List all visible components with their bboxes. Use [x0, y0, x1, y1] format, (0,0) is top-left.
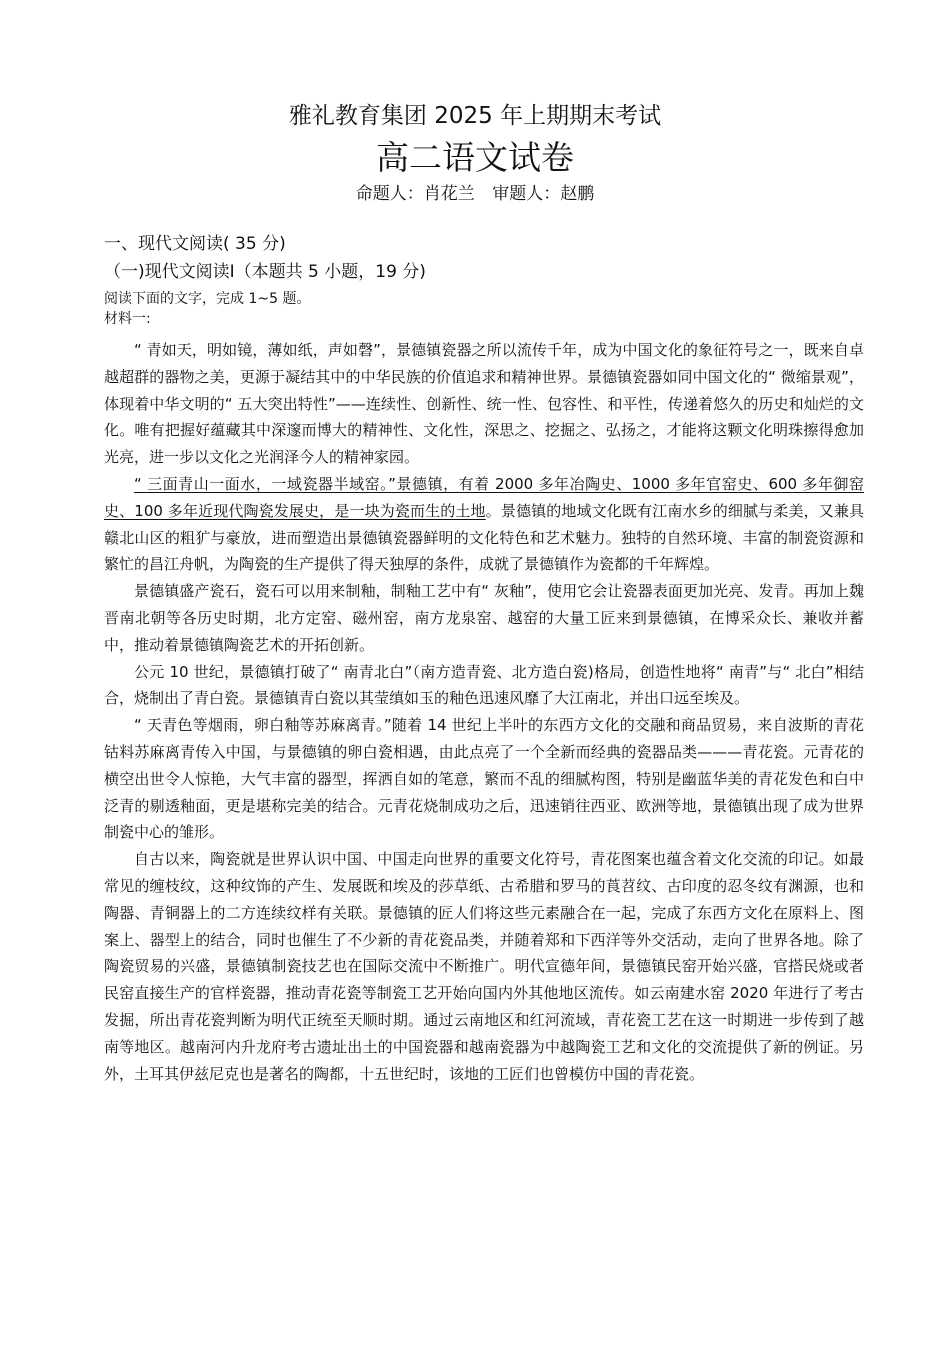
paragraph-2-rest: 。景德镇的地域文化既有江南水乡的细腻与柔美，又兼具赣北山区的粗犷与豪放，进而塑造出景德镇瓷器鲜明的文化特色和艺术魅力。独特的自然环境、丰富的制瓷资源和繁忙的昌江舟帆，为陶瓷的生产提供了得天独厚的条件，成就了景德镇作为瓷都的千年辉煌。: [104, 501, 864, 574]
question-setter: 命题人：肖花兰: [355, 184, 475, 204]
underlined-sentence: “ 三面青山一面水，一域瓷器半域窑。”景德镇，有着 2000 多年冶陶史、1000 多年官窑史、600 多年御窑史、100 多年近现代陶瓷发展史，是一块为瓷而生的土地: [104, 474, 864, 520]
material-label: 材料一:: [104, 311, 151, 327]
reading-section: [104, 231, 864, 1087]
question-reviewer: 审题人：赵鹏: [492, 184, 595, 204]
exam-authors: [0, 181, 950, 207]
exam-school-heading: 雅礼教育集团 2025 年上期期末考试: [288, 103, 662, 129]
reading-instruction: 阅读下面的文字，完成 1~5 题。: [104, 291, 311, 307]
material-paragraph-2: [104, 471, 864, 578]
material-paragraph-5: “ 天青色等烟雨，卵白釉等苏麻离青。”随着 14 世纪上半叶的东西方文化的交融和商品贸易，来自波斯的青花钴料苏麻离青传入中国，与景德镇的卵白瓷相遇，由此点亮了一个全新而经典的瓷器品类———青花瓷。元青花的横空出世令人惊艳，大气丰富的器型，挥洒自如的笔意，繁而不乱的细腻构图，特别是幽蓝华美的青花发色和白中泛青的剔透釉面，更是堪称完美的结合。元青花烧制成功之后，迅速销往西亚、欧洲等地，景德镇出现了成为世界制瓷中心的雏形。: [104, 716, 864, 842]
material-paragraph-1: “ 青如天，明如镜，薄如纸，声如磬”，景德镇瓷器之所以流传千年，成为中国文化的象征符号之一，既来自卓越超群的器物之美，更源于凝结其中的中华民族的价值追求和精神世界。景德镇瓷器如同中国文化的“ 微缩景观”，体现着中华文明的“ 五大突出特性”——连续性、创新性、统一性、包容性、和平性，传递着悠久的历史和灿烂的文化。唯有把握好蕴藏其中深邃而博大的精神性、文化性，深思之、挖掘之、弘扬之，才能将这颗文化明珠擦得愈加光亮，进一步以文化之光润泽今人的精神家园。: [104, 341, 864, 467]
exam-title: 高二语文试卷: [376, 138, 574, 177]
section-title: 一、现代文阅读( 35 分): [104, 234, 286, 254]
material-paragraph-3: 景德镇盛产瓷石，瓷石可以用来制釉，制釉工艺中有“ 灰釉”，使用它会让瓷器表面更加光亮、发青。再加上魏晋南北朝等各历史时期，北方定窑、磁州窑，南方龙泉窑、越窑的大量工匠来到景德镇，在博采众长、兼收并蓄中，推动着景德镇陶瓷艺术的开拓创新。: [104, 582, 864, 654]
subsection-title: （一)现代文阅读Ⅰ（本题共 5 小题，19 分): [104, 262, 426, 282]
material-paragraph-4: 公元 10 世纪，景德镇打破了“ 南青北白”（南方造青瓷、北方造白瓷)格局，创造性地将“ 南青”与“ 北白”相结合，烧制出了青白瓷。景德镇青白瓷以其莹缜如玉的釉色迅速风靡了大江南北，并出口远至埃及。: [104, 662, 864, 708]
material-paragraph-6: 自古以来，陶瓷就是世界认识中国、中国走向世界的重要文化符号，青花图案也蕴含着文化交流的印记。如最常见的缠枝纹，这种纹饰的产生、发展既和埃及的莎草纸、古希腊和罗马的莨苕纹、古印度的忍冬纹有渊源，也和陶器、青铜器上的二方连续纹样有关联。景德镇的匠人们将这些元素融合在一起，完成了东西方文化在原料上、图案上、器型上的结合，同时也催生了不少新的青花瓷品类，并随着郑和下西洋等外交活动，走向了世界各地。除了陶瓷贸易的兴盛，景德镇制瓷技艺也在国际交流中不断推广。明代宣德年间，景德镇民窑开始兴盛，官搭民烧或者民窑直接生产的官样瓷器，推动青花瓷等制瓷工艺开始向国内外其他地区流传。如云南建水窑 2020 年进行了考古发掘，所出青花瓷判断为明代正统至天顺时期。通过云南地区和红河流域，青花瓷工艺在这一时期进一步传到了越南等地区。越南河内升龙府考古遗址出土的中国瓷器和越南瓷器为中越陶瓷工艺和文化的交流提供了新的例证。另外，土耳其伊兹尼克也是著名的陶都，十五世纪时，该地的工匠们也曾模仿中国的青花瓷。: [104, 850, 864, 1083]
